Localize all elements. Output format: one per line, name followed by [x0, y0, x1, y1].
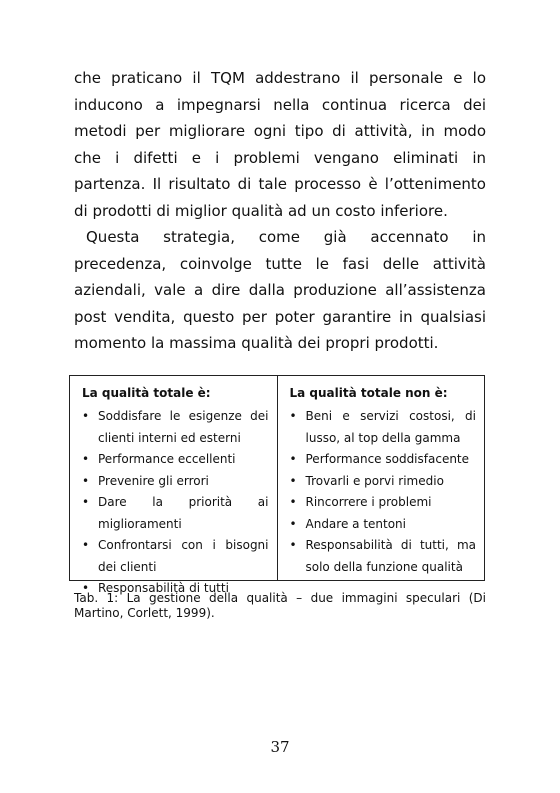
list-item: • Trovarli e porvi rimedio	[290, 471, 477, 493]
body-paragraph-2: Questa strategia, come già accennato in precedenza, coinvolge tutte le fasi delle attività aziendali, vale a dire dalla produzione all’assistenza post vendita, questo per poter garantire in qualsiasi momento la massima qualità dei propri prodotti.	[74, 228, 486, 352]
quality-comparison-table	[69, 375, 485, 595]
list-item: • Confrontarsi con i bisogni dei clienti	[82, 535, 269, 578]
page-number: 37	[270, 738, 290, 756]
list-item: • Andare a tentoni	[290, 514, 477, 536]
list-item: • Dare la priorità ai miglioramenti	[82, 492, 269, 535]
list-item: • Prevenire gli errori	[82, 471, 269, 493]
table-caption: Tab. 1: La gestione della qualità – due immagini speculari (Di Martino, Corlett, 1999).	[74, 591, 486, 620]
list-item: • Beni e servizi costosi, di lusso, al top della gamma	[290, 406, 477, 449]
list-is	[82, 406, 269, 600]
list-item: • Performance soddisfacente	[290, 449, 477, 471]
table-column-is-not	[278, 376, 485, 580]
list-item: • Performance eccellenti	[82, 449, 269, 471]
table-column-is	[70, 376, 278, 595]
list-item: • Soddisfare le esigenze dei clienti interni ed esterni	[82, 406, 269, 449]
body-paragraph-1: che praticano il TQM addestrano il personale e lo inducono a impegnarsi nella continua ricerca dei metodi per migliorare ogni tipo di attività, in modo che i difetti e i problemi vengano eliminati in partenza. Il risultato di tale processo è l’ottenimento di prodotti di miglior qualità ad un costo inferiore.	[74, 69, 486, 220]
column-heading-is-not: La qualità totale non è:	[289, 386, 448, 400]
list-is-not	[290, 406, 477, 578]
list-item: • Responsabilità di tutti	[82, 578, 269, 600]
list-item: • Responsabilità di tutti, ma solo della funzione qualità	[290, 535, 477, 578]
list-item: • Rincorrere i problemi	[290, 492, 477, 514]
column-heading-is: La qualità totale è:	[82, 386, 211, 400]
